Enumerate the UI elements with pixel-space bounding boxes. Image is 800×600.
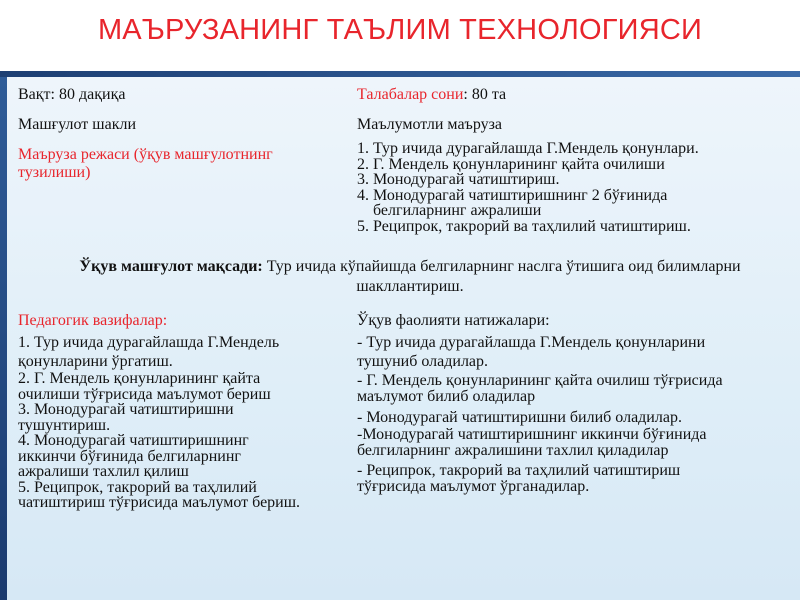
task-line: иккинчи бўғинида белгиларнинг	[18, 447, 241, 465]
result-line: белгиларнинг ажралишини тахлил қиладилар	[357, 441, 669, 459]
lecture-plan-list	[357, 141, 787, 234]
lesson-form-label: Машғулот шакли	[18, 116, 137, 133]
plan-item: 1. Тур ичида дурагайлашда Г.Мендель қонунлари.	[357, 140, 699, 157]
plan-item: белгиларнинг ажралиши	[357, 202, 542, 219]
students-count	[357, 85, 506, 104]
task-line: тушунтириш.	[18, 416, 111, 434]
plan-item: 3. Монодурагай чатиштириш.	[357, 171, 560, 188]
plan-item: 2. Г. Мендель қонунларининг қайта очилиши	[357, 155, 665, 173]
lesson-goal-text2: шакллантириш.	[356, 278, 464, 295]
students-count-label: Талабалар сони	[357, 86, 464, 103]
task-line: очилиши тўғрисида маълумот бериш	[18, 385, 271, 403]
task-line: 3. Монодурагай чатиштиришни	[18, 401, 234, 418]
learning-results-label: Ўқув фаолияти натижалари:	[357, 312, 550, 329]
task-line: 1. Тур ичида дурагайлашда Г.Мендель	[18, 334, 280, 351]
result-line: - Тур ичида дурагайлашда Г.Мендель қонунларини	[357, 334, 706, 351]
task-line: қонунларини ўргатиш.	[18, 353, 173, 370]
task-line: ажралиши тахлил қилиш	[18, 463, 189, 480]
task-line: 5. Реципрок, такрорий ва таҳлилий	[18, 478, 257, 496]
pedagogical-tasks-list	[18, 333, 348, 511]
plan-item: 5. Реципрок, такрорий ва таҳлилий чатиштириш.	[357, 217, 691, 235]
task-line: чатиштириш тўғрисида маълумот бериш.	[18, 494, 301, 511]
pedagogical-tasks-label: Педагогик вазифалар:	[18, 312, 168, 329]
result-line: тўғрисида маълумот ўрганадилар.	[357, 477, 590, 495]
left-edge-bar	[0, 77, 7, 600]
lesson-form-value: Маълумотли маъруза	[357, 116, 503, 133]
result-line: тушуниб оладилар.	[357, 353, 489, 370]
plan-item: 4. Монодурагай чатиштиришнинг 2 бўғинида	[357, 186, 668, 204]
result-line: -Монодурагай чатиштиришнинг иккинчи бўғинида	[357, 426, 707, 443]
lecture-plan-label-line2: тузилиши)	[18, 164, 91, 181]
result-line: - Реципрок, такрорий ва таҳлилий чатиштириш	[357, 462, 681, 479]
result-line: маълумот билиб оладилар	[357, 387, 536, 405]
result-line: - Монодурагай чатиштиришни билиб оладилар.	[357, 409, 682, 426]
lesson-goal-text: Тур ичида кўпайишда белгиларнинг наслга ўтишига оид билимларни	[262, 258, 741, 275]
lesson-goal-label: Ўқув машғулот мақсади:	[79, 258, 263, 275]
task-line: 2. Г. Мендель қонунларининг қайта	[18, 370, 261, 387]
lecture-plan-label-line1: Маъруза режаси (ўқув машғулотнинг	[18, 146, 273, 163]
slide-title: МАЪРУЗАНИНГ ТАЪЛИМ ТЕХНОЛОГИЯСИ	[97, 14, 703, 46]
students-count-value: : 80 та	[463, 86, 507, 103]
lesson-goal	[30, 257, 790, 297]
result-line: - Г. Мендель қонунларининг қайта очилиш тўғрисида	[357, 372, 723, 389]
time-label: Вақт: 80 дақиқа	[18, 86, 126, 103]
learning-results-list	[357, 333, 792, 494]
task-line: 4. Монодурагай чатиштиришнинг	[18, 432, 249, 449]
